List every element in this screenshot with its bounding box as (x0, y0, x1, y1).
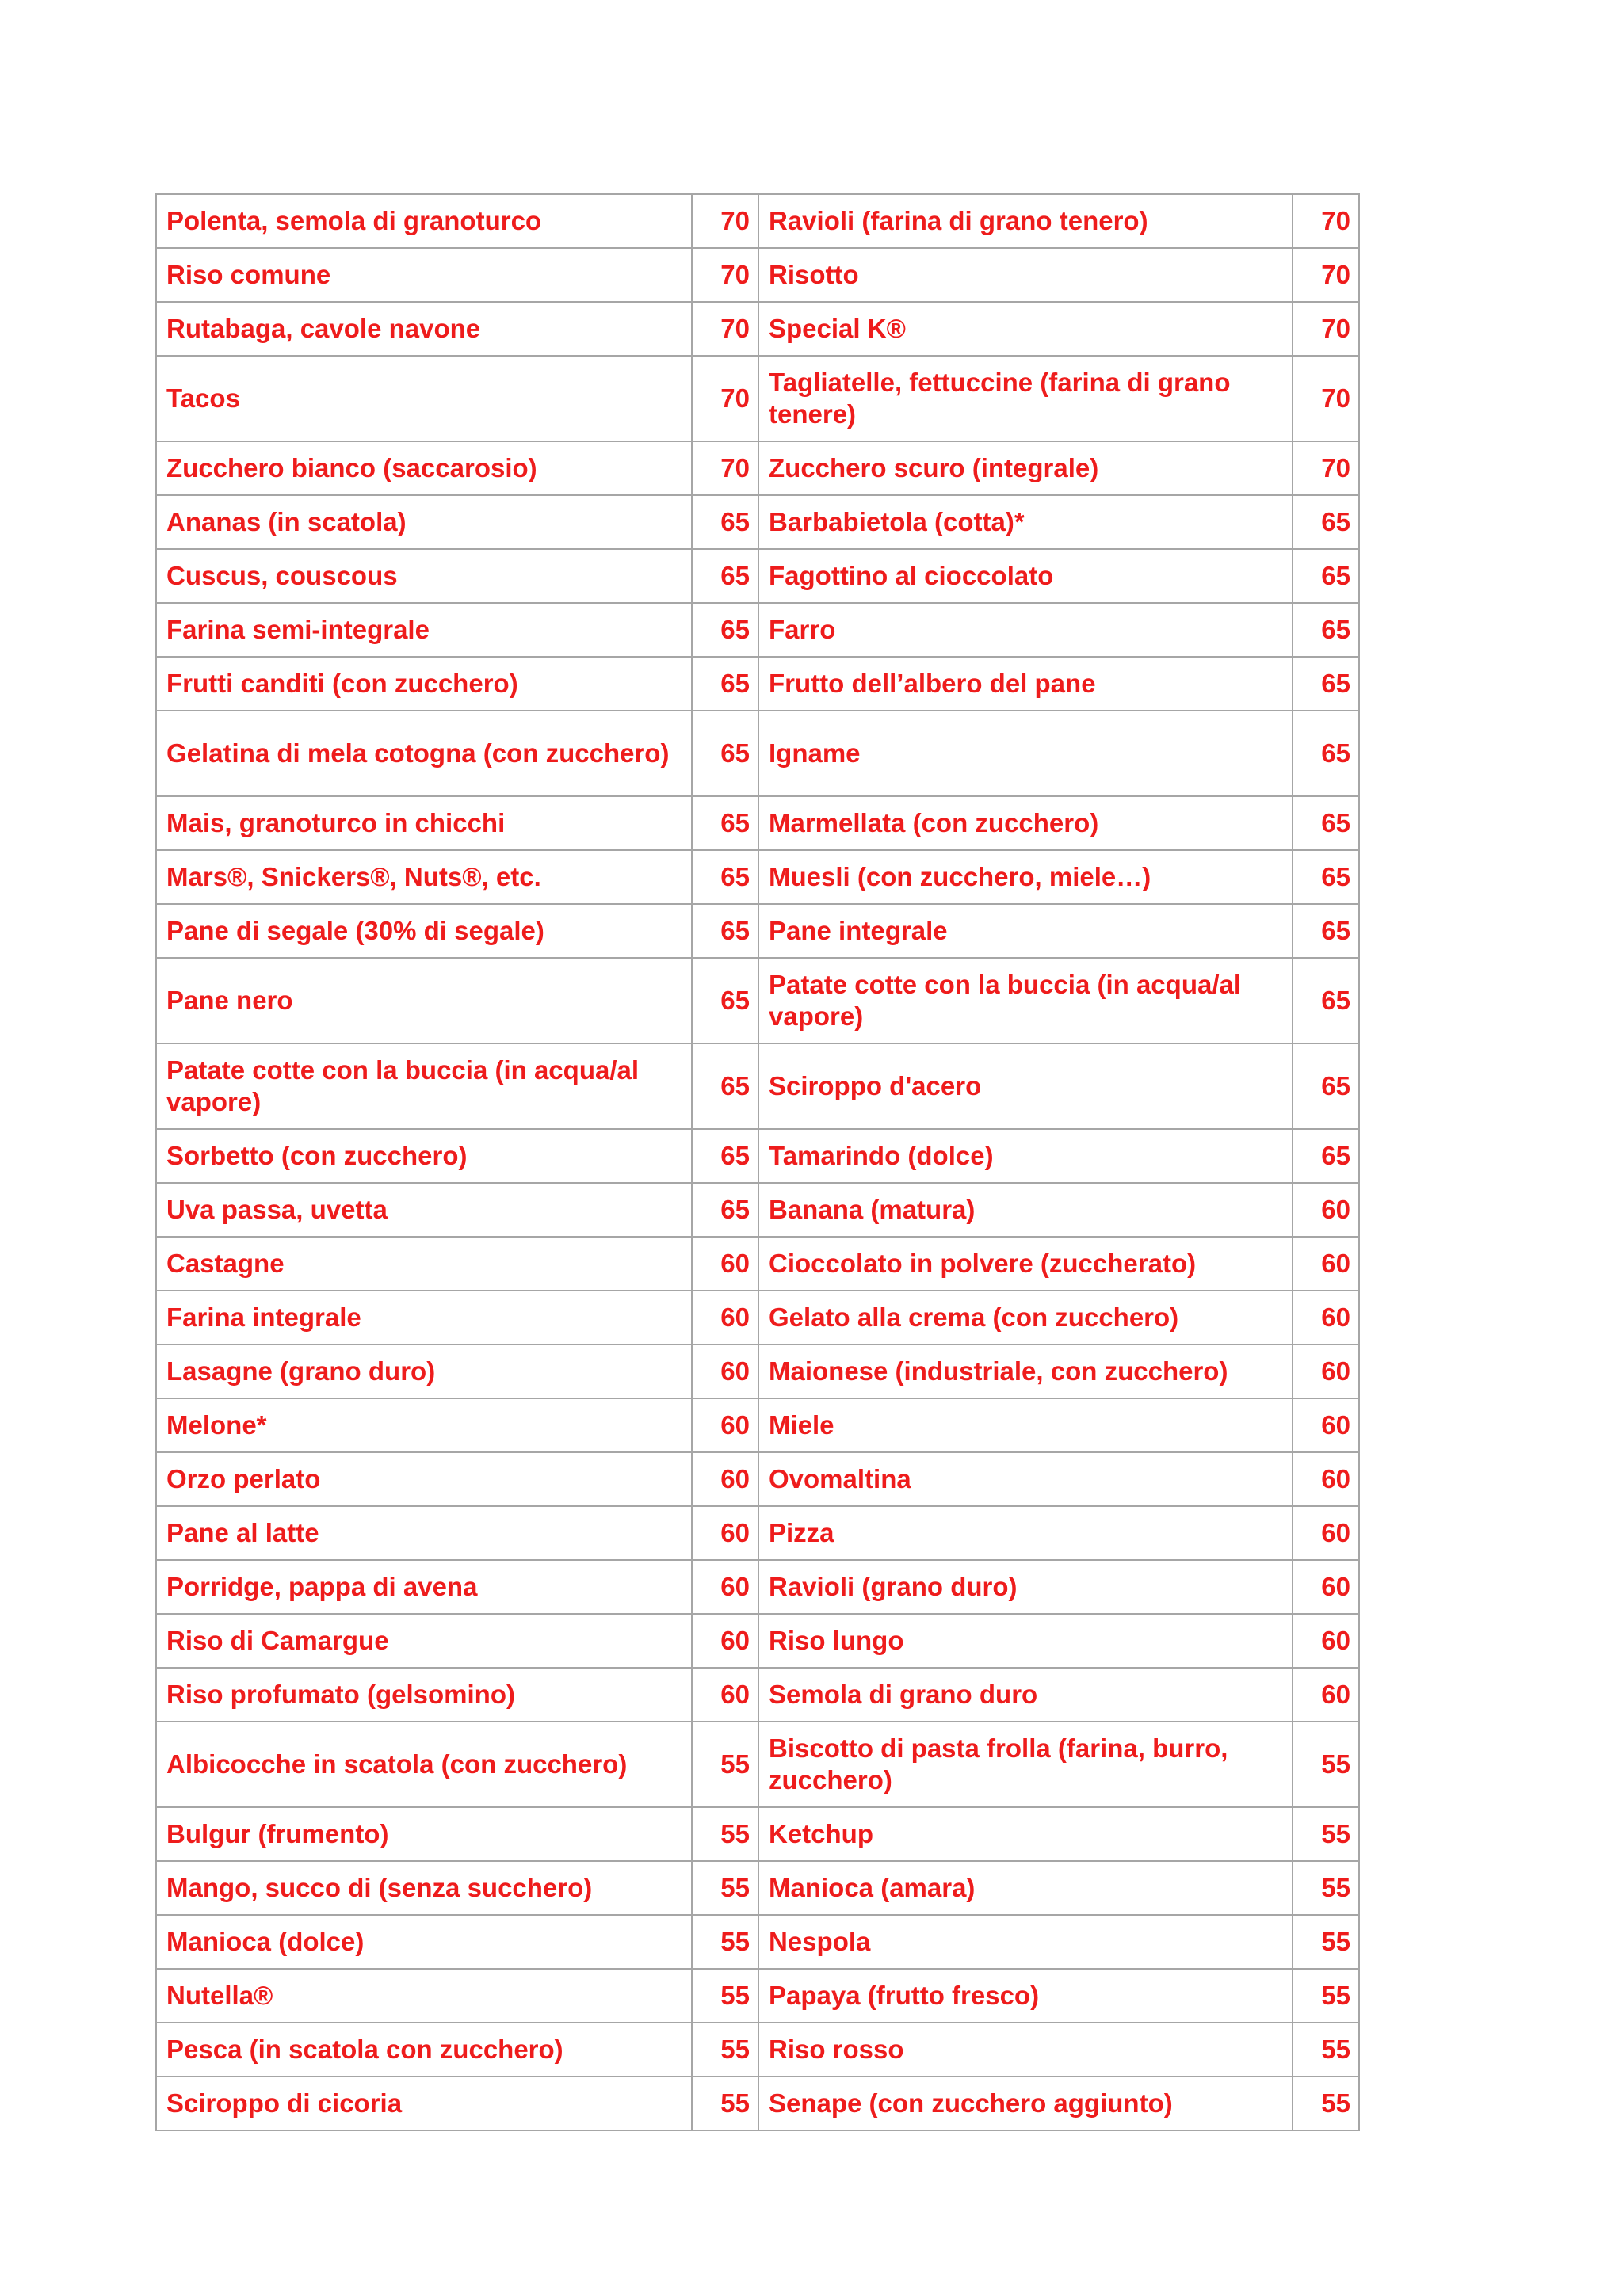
food-name-left: Farina semi-integrale (156, 603, 692, 657)
food-name-left: Zucchero bianco (saccarosio) (156, 441, 692, 495)
index-value-left: 60 (692, 1237, 758, 1291)
food-name-right: Tagliatelle, fettuccine (farina di grano tenere) (758, 356, 1293, 441)
food-name-left: Tacos (156, 356, 692, 441)
index-value-right: 65 (1293, 549, 1359, 603)
table-body (156, 194, 1359, 2130)
table-row (156, 2023, 1359, 2077)
table-row (156, 1452, 1359, 1506)
index-value-left: 65 (692, 495, 758, 549)
index-value-left: 55 (692, 2077, 758, 2130)
index-value-left: 65 (692, 1129, 758, 1183)
index-value-left: 70 (692, 302, 758, 356)
food-name-left: Sciroppo di cicoria (156, 2077, 692, 2130)
food-name-right: Gelato alla crema (con zucchero) (758, 1291, 1293, 1344)
index-value-right: 70 (1293, 248, 1359, 302)
index-value-right: 55 (1293, 1722, 1359, 1807)
table-row (156, 2077, 1359, 2130)
food-name-right: Frutto dell’albero del pane (758, 657, 1293, 711)
food-name-right: Riso rosso (758, 2023, 1293, 2077)
food-name-left: Albicocche in scatola (con zucchero) (156, 1722, 692, 1807)
index-value-left: 60 (692, 1614, 758, 1668)
index-value-right: 60 (1293, 1614, 1359, 1668)
index-value-right: 60 (1293, 1344, 1359, 1398)
food-name-left: Mais, granoturco in chicchi (156, 796, 692, 850)
index-value-left: 65 (692, 904, 758, 958)
food-name-right: Miele (758, 1398, 1293, 1452)
food-name-left: Gelatina di mela cotogna (con zucchero) (156, 711, 692, 796)
table-row (156, 1344, 1359, 1398)
food-name-right: Sciroppo d'acero (758, 1043, 1293, 1129)
index-value-left: 55 (692, 2023, 758, 2077)
food-name-right: Fagottino al cioccolato (758, 549, 1293, 603)
food-name-right: Semola di grano duro (758, 1668, 1293, 1722)
table-row (156, 248, 1359, 302)
index-value-left: 65 (692, 958, 758, 1043)
table-row (156, 441, 1359, 495)
table-row (156, 958, 1359, 1043)
table-row (156, 904, 1359, 958)
food-name-right: Manioca (amara) (758, 1861, 1293, 1915)
table-row (156, 1291, 1359, 1344)
food-name-right: Muesli (con zucchero, miele…) (758, 850, 1293, 904)
index-value-left: 60 (692, 1668, 758, 1722)
index-value-left: 55 (692, 1969, 758, 2023)
food-name-right: Farro (758, 603, 1293, 657)
index-value-left: 60 (692, 1291, 758, 1344)
food-name-left: Cuscus, couscous (156, 549, 692, 603)
food-name-left: Riso di Camargue (156, 1614, 692, 1668)
index-value-left: 55 (692, 1807, 758, 1861)
food-name-left: Sorbetto (con zucchero) (156, 1129, 692, 1183)
food-name-left: Orzo perlato (156, 1452, 692, 1506)
index-value-right: 55 (1293, 1807, 1359, 1861)
food-name-right: Nespola (758, 1915, 1293, 1969)
table-row (156, 657, 1359, 711)
index-value-left: 65 (692, 796, 758, 850)
food-name-left: Riso comune (156, 248, 692, 302)
food-name-right: Risotto (758, 248, 1293, 302)
food-name-left: Ananas (in scatola) (156, 495, 692, 549)
index-value-left: 55 (692, 1861, 758, 1915)
index-value-right: 55 (1293, 1915, 1359, 1969)
index-value-left: 70 (692, 194, 758, 248)
table-row (156, 495, 1359, 549)
index-value-right: 65 (1293, 495, 1359, 549)
food-name-right: Ovomaltina (758, 1452, 1293, 1506)
table-row (156, 1915, 1359, 1969)
index-value-right: 65 (1293, 904, 1359, 958)
food-name-left: Porridge, pappa di avena (156, 1560, 692, 1614)
food-name-left: Frutti canditi (con zucchero) (156, 657, 692, 711)
index-value-left: 60 (692, 1506, 758, 1560)
table-row (156, 1560, 1359, 1614)
glycemic-index-table (155, 193, 1360, 2131)
index-value-right: 65 (1293, 711, 1359, 796)
food-name-right: Zucchero scuro (integrale) (758, 441, 1293, 495)
table-row (156, 1668, 1359, 1722)
index-value-right: 55 (1293, 1861, 1359, 1915)
food-name-right: Igname (758, 711, 1293, 796)
index-value-right: 65 (1293, 603, 1359, 657)
food-name-left: Uva passa, uvetta (156, 1183, 692, 1237)
index-value-right: 60 (1293, 1668, 1359, 1722)
table-row (156, 1043, 1359, 1129)
index-value-left: 60 (692, 1398, 758, 1452)
index-value-right: 60 (1293, 1398, 1359, 1452)
index-value-right: 65 (1293, 796, 1359, 850)
food-name-left: Rutabaga, cavole navone (156, 302, 692, 356)
food-name-right: Special K® (758, 302, 1293, 356)
food-name-right: Marmellata (con zucchero) (758, 796, 1293, 850)
food-name-right: Banana (matura) (758, 1183, 1293, 1237)
index-value-left: 65 (692, 1043, 758, 1129)
table-row (156, 1237, 1359, 1291)
food-name-left: Pane di segale (30% di segale) (156, 904, 692, 958)
food-name-right: Pane integrale (758, 904, 1293, 958)
index-value-right: 70 (1293, 441, 1359, 495)
index-value-right: 60 (1293, 1452, 1359, 1506)
food-name-right: Barbabietola (cotta)* (758, 495, 1293, 549)
food-name-left: Nutella® (156, 1969, 692, 2023)
table-row (156, 796, 1359, 850)
table-row (156, 549, 1359, 603)
food-name-right: Cioccolato in polvere (zuccherato) (758, 1237, 1293, 1291)
index-value-right: 60 (1293, 1237, 1359, 1291)
index-value-right: 55 (1293, 2077, 1359, 2130)
food-name-left: Farina integrale (156, 1291, 692, 1344)
table-row (156, 1506, 1359, 1560)
index-value-left: 60 (692, 1344, 758, 1398)
food-name-left: Melone* (156, 1398, 692, 1452)
food-name-right: Biscotto di pasta frolla (farina, burro, zucchero) (758, 1722, 1293, 1807)
food-name-right: Riso lungo (758, 1614, 1293, 1668)
food-name-left: Lasagne (grano duro) (156, 1344, 692, 1398)
index-value-right: 70 (1293, 356, 1359, 441)
food-name-right: Pizza (758, 1506, 1293, 1560)
index-value-right: 65 (1293, 657, 1359, 711)
food-name-left: Patate cotte con la buccia (in acqua/al vapore) (156, 1043, 692, 1129)
index-value-left: 55 (692, 1915, 758, 1969)
index-value-left: 70 (692, 441, 758, 495)
table-row (156, 1861, 1359, 1915)
table-row (156, 302, 1359, 356)
index-value-right: 55 (1293, 1969, 1359, 2023)
table-row (156, 1969, 1359, 2023)
table-row (156, 711, 1359, 796)
table-row (156, 356, 1359, 441)
food-name-right: Ketchup (758, 1807, 1293, 1861)
table-row (156, 194, 1359, 248)
index-value-right: 65 (1293, 850, 1359, 904)
food-name-right: Ravioli (farina di grano tenero) (758, 194, 1293, 248)
index-value-left: 65 (692, 1183, 758, 1237)
index-value-right: 60 (1293, 1183, 1359, 1237)
table-row (156, 1398, 1359, 1452)
food-name-right: Senape (con zucchero aggiunto) (758, 2077, 1293, 2130)
index-value-left: 65 (692, 657, 758, 711)
index-value-right: 65 (1293, 1043, 1359, 1129)
food-name-right: Patate cotte con la buccia (in acqua/al vapore) (758, 958, 1293, 1043)
index-value-right: 55 (1293, 2023, 1359, 2077)
food-name-right: Papaya (frutto fresco) (758, 1969, 1293, 2023)
table-row (156, 1129, 1359, 1183)
table-row (156, 1807, 1359, 1861)
index-value-right: 60 (1293, 1291, 1359, 1344)
food-name-left: Castagne (156, 1237, 692, 1291)
food-name-right: Maionese (industriale, con zucchero) (758, 1344, 1293, 1398)
index-value-left: 65 (692, 711, 758, 796)
food-name-right: Tamarindo (dolce) (758, 1129, 1293, 1183)
food-name-left: Bulgur (frumento) (156, 1807, 692, 1861)
index-value-left: 65 (692, 549, 758, 603)
index-value-left: 70 (692, 248, 758, 302)
index-value-right: 60 (1293, 1560, 1359, 1614)
table-row (156, 1183, 1359, 1237)
food-name-left: Mars®, Snickers®, Nuts®, etc. (156, 850, 692, 904)
food-name-left: Riso profumato (gelsomino) (156, 1668, 692, 1722)
index-value-left: 65 (692, 603, 758, 657)
index-value-left: 60 (692, 1452, 758, 1506)
index-value-right: 65 (1293, 1129, 1359, 1183)
index-value-left: 65 (692, 850, 758, 904)
index-value-left: 60 (692, 1560, 758, 1614)
food-name-left: Mango, succo di (senza succhero) (156, 1861, 692, 1915)
food-name-left: Polenta, semola di granoturco (156, 194, 692, 248)
index-value-left: 70 (692, 356, 758, 441)
table-row (156, 1614, 1359, 1668)
index-value-right: 60 (1293, 1506, 1359, 1560)
food-name-left: Pane nero (156, 958, 692, 1043)
index-value-left: 55 (692, 1722, 758, 1807)
index-value-right: 70 (1293, 194, 1359, 248)
table-row (156, 1722, 1359, 1807)
food-name-right: Ravioli (grano duro) (758, 1560, 1293, 1614)
table-row (156, 850, 1359, 904)
index-value-right: 70 (1293, 302, 1359, 356)
table-row (156, 603, 1359, 657)
food-name-left: Pesca (in scatola con zucchero) (156, 2023, 692, 2077)
food-name-left: Pane al latte (156, 1506, 692, 1560)
food-name-left: Manioca (dolce) (156, 1915, 692, 1969)
index-value-right: 65 (1293, 958, 1359, 1043)
